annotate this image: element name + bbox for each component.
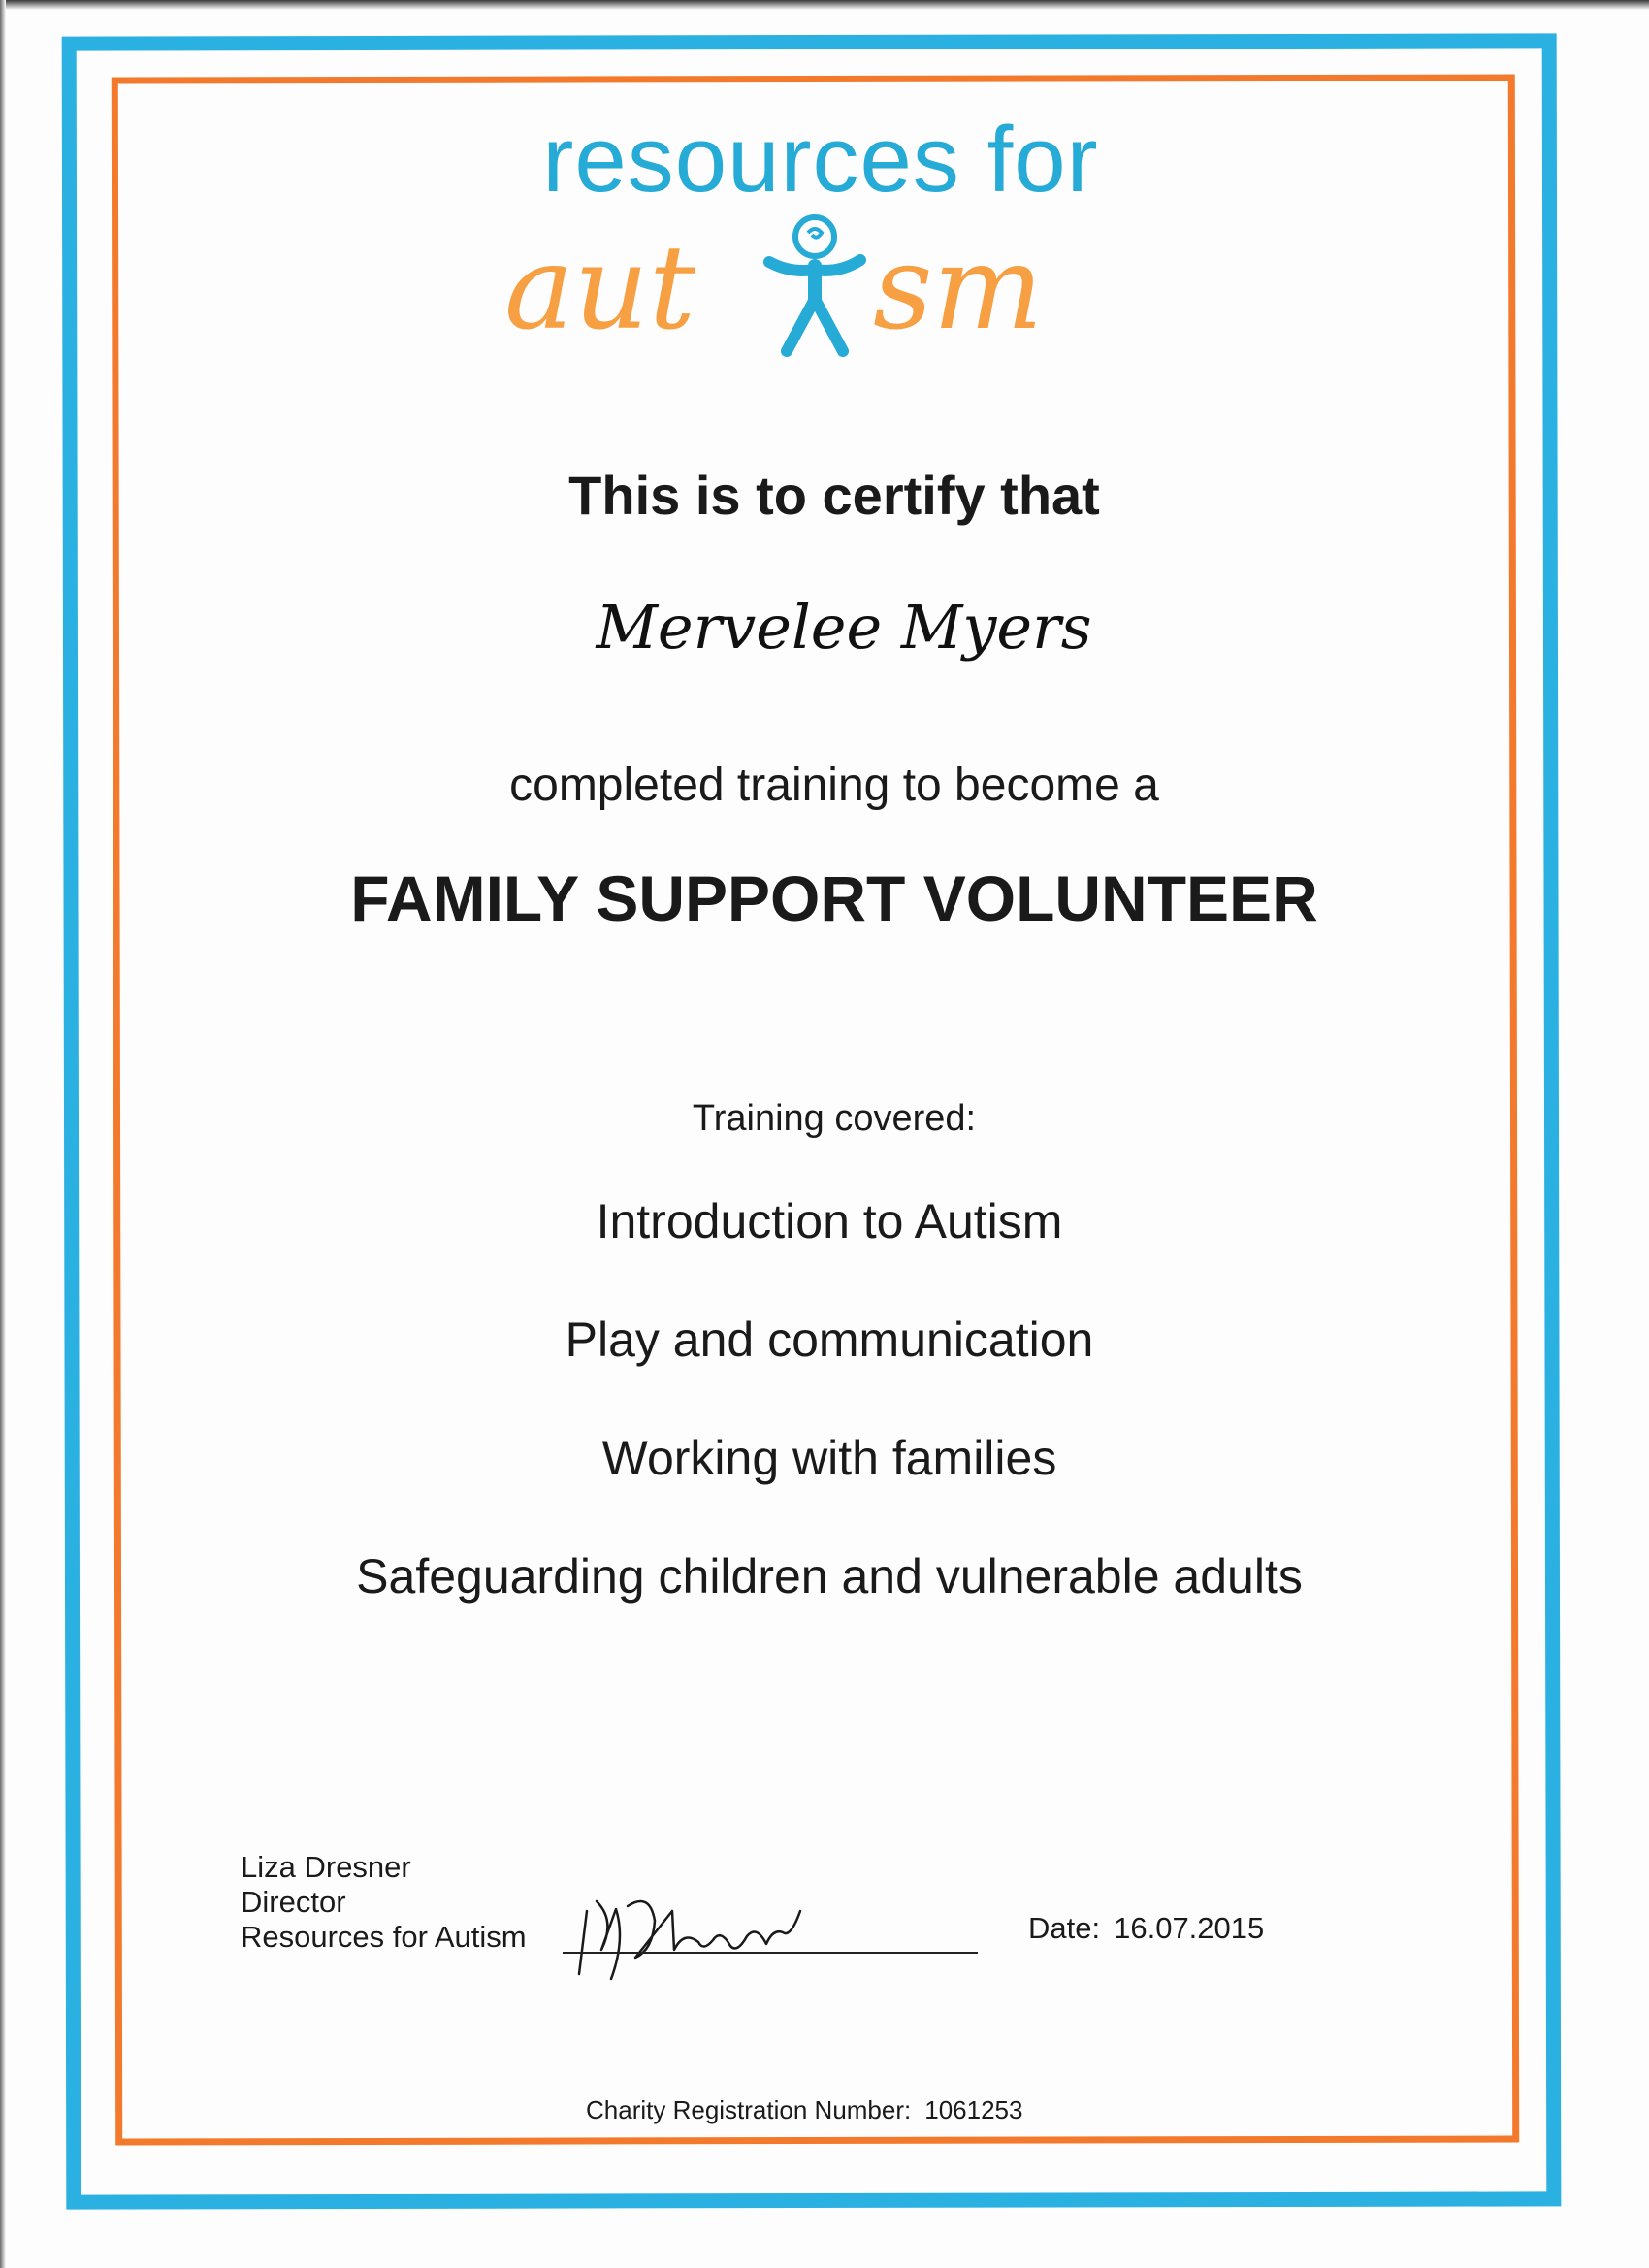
certify-heading: This is to certify that [568, 465, 1100, 526]
training-item: Working with families [601, 1431, 1057, 1485]
training-item: Safeguarding children and vulnerable adults [356, 1549, 1303, 1604]
date-value: 16.07.2015 [1114, 1911, 1265, 1945]
logo-line-1: resources for [542, 108, 1099, 211]
training-item: Introduction to Autism [596, 1194, 1063, 1248]
handwritten-signature [558, 1882, 985, 1989]
signatory-organisation: Resources for Autism [241, 1920, 527, 1954]
child-figure-icon [761, 211, 868, 357]
logo-line-2 [485, 221, 1154, 357]
resources-for-autism-logo [466, 107, 1164, 359]
charity-label: Charity Registration Number: [586, 2095, 912, 2124]
signatory-title: Director [241, 1885, 346, 1919]
signatory-name: Liza Dresner [241, 1850, 411, 1884]
date-block [1028, 1911, 1277, 1946]
logo-text-sm: sm [873, 221, 1044, 356]
completed-text: completed training to become a [509, 760, 1159, 811]
scan-top-edge [0, 0, 1649, 10]
recipient-name: Mervelee Myers [596, 592, 1092, 663]
training-list [0, 1193, 1649, 1667]
logo-text-aut: aut [504, 221, 696, 356]
signatory-block [241, 1850, 527, 1955]
role-title: FAMILY SUPPORT VOLUNTEER [350, 862, 1318, 934]
charity-registration [586, 2095, 1036, 2125]
charity-number: 1061253 [924, 2095, 1023, 2124]
training-item: Play and communication [565, 1312, 1094, 1367]
signature-line [563, 1952, 978, 1954]
date-label: Date: [1028, 1911, 1101, 1945]
training-heading: Training covered: [692, 1098, 977, 1139]
